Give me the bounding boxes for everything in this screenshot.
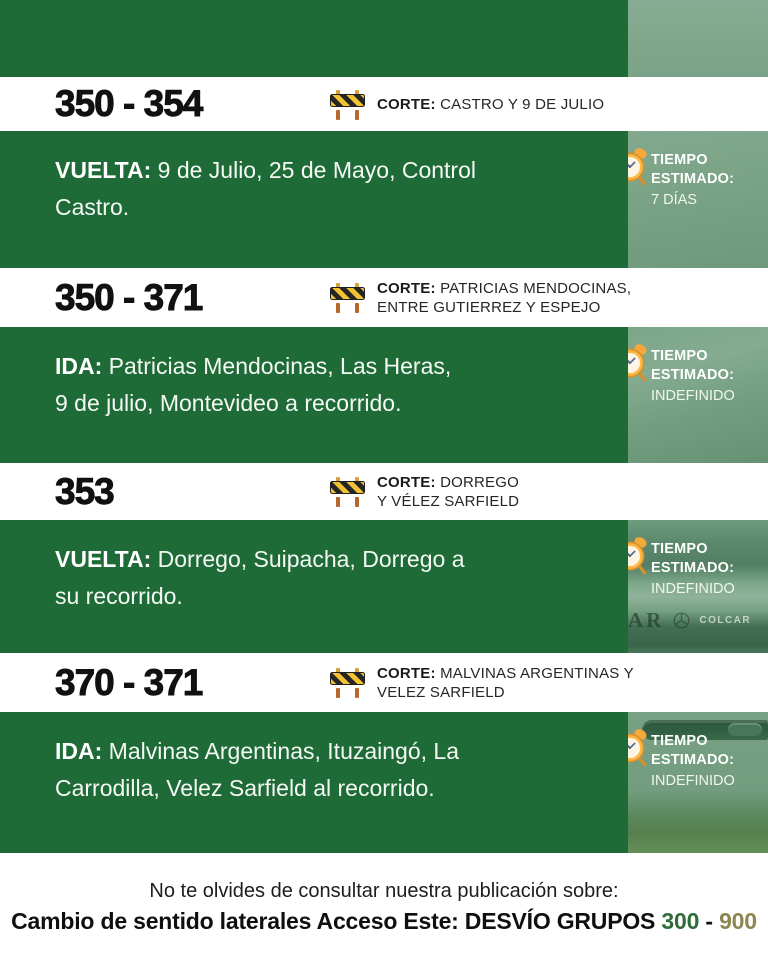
bus-photo-overlay bbox=[628, 131, 768, 268]
construction-barrier-icon bbox=[330, 667, 365, 698]
route-description: IDA: Malvinas Argentinas, Ituzaingó, La Carrodilla, Velez Sarfield al recorrido. bbox=[55, 738, 459, 801]
route-body bbox=[0, 520, 768, 653]
route-range-end: 900 bbox=[719, 908, 757, 934]
route-range-separator: - bbox=[705, 908, 713, 934]
route-description: VUELTA: Dorrego, Suipacha, Dorrego a su recorrido. bbox=[55, 546, 465, 609]
bus-photo-overlay bbox=[628, 327, 768, 463]
footer bbox=[0, 853, 768, 960]
route-number: 370 - 371 bbox=[55, 661, 203, 703]
construction-barrier-icon bbox=[330, 89, 365, 120]
construction-barrier-icon bbox=[330, 282, 365, 313]
corte-block bbox=[330, 473, 519, 511]
bus-photo-overlay bbox=[628, 520, 768, 653]
route-section-2 bbox=[0, 268, 768, 463]
alarm-clock-icon bbox=[628, 726, 651, 768]
tiempo-panel bbox=[628, 131, 768, 210]
route-range-start: 300 bbox=[661, 908, 700, 934]
corte-block bbox=[330, 279, 631, 317]
tiempo-value: INDEFINIDO bbox=[651, 388, 735, 404]
footer-note: No te olvides de consultar nuestra publicación sobre: bbox=[149, 880, 619, 902]
route-number: 350 - 371 bbox=[55, 276, 203, 318]
corte-text: CORTE: CASTRO Y 9 DE JULIO bbox=[377, 95, 605, 113]
construction-barrier-icon bbox=[330, 476, 365, 507]
route-section-4 bbox=[0, 653, 768, 853]
direction-label: VUELTA: bbox=[55, 157, 152, 183]
bus-brand-text: COLCAR bbox=[699, 615, 752, 626]
alarm-clock-icon bbox=[628, 145, 651, 187]
tiempo-label: TIEMPO ESTIMADO: bbox=[651, 348, 735, 383]
route-number: 350 - 354 bbox=[55, 83, 203, 124]
route-header bbox=[0, 77, 768, 131]
corte-block bbox=[330, 664, 634, 702]
tiempo-label: TIEMPO ESTIMADO: bbox=[651, 541, 735, 576]
alarm-clock-icon bbox=[628, 341, 651, 383]
route-header bbox=[0, 653, 768, 712]
tiempo-value: 7 DÍAS bbox=[651, 192, 697, 208]
corte-block bbox=[330, 89, 604, 120]
tiempo-value: INDEFINIDO bbox=[651, 773, 735, 789]
route-number: 353 bbox=[55, 470, 114, 512]
route-section-1 bbox=[0, 77, 768, 268]
bus-side-text: AR bbox=[628, 608, 665, 632]
bus-photo-overlay bbox=[628, 0, 768, 77]
bus-photo-overlay bbox=[628, 712, 768, 853]
tiempo-panel bbox=[628, 327, 768, 406]
route-body bbox=[0, 712, 768, 853]
route-body bbox=[0, 327, 768, 463]
route-description: IDA: Patricias Mendocinas, Las Heras, 9 de julio, Montevideo a recorrido. bbox=[55, 353, 452, 416]
tiempo-panel bbox=[628, 712, 768, 791]
footer-title: Cambio de sentido laterales Acceso Este: DESVÍO GRUPOS 300 - 900 bbox=[11, 908, 757, 934]
tiempo-label: TIEMPO ESTIMADO: bbox=[651, 152, 735, 187]
alarm-clock-icon bbox=[628, 534, 651, 576]
route-header bbox=[0, 463, 768, 520]
direction-label: VUELTA: bbox=[55, 546, 152, 572]
route-header bbox=[0, 268, 768, 327]
top-band bbox=[0, 0, 768, 77]
direction-label: IDA: bbox=[55, 353, 103, 379]
tiempo-panel bbox=[628, 520, 768, 599]
mercedes-star-icon bbox=[673, 612, 690, 629]
tiempo-value: INDEFINIDO bbox=[651, 581, 735, 597]
corte-text: CORTE: PATRICIAS MENDOCINAS, ENTRE GUTIERREZ Y ESPEJO bbox=[377, 279, 632, 316]
tiempo-label: TIEMPO ESTIMADO: bbox=[651, 733, 735, 768]
route-body bbox=[0, 131, 768, 268]
direction-label: IDA: bbox=[55, 738, 103, 764]
route-description: VUELTA: 9 de Julio, 25 de Mayo, Control Castro. bbox=[55, 157, 476, 220]
corte-text: CORTE: MALVINAS ARGENTINAS Y VELEZ SARFIELD bbox=[377, 664, 634, 701]
corte-text: CORTE: DORREGO Y VÉLEZ SARFIELD bbox=[377, 473, 520, 510]
route-section-3 bbox=[0, 463, 768, 653]
bus-lettering bbox=[628, 608, 766, 633]
